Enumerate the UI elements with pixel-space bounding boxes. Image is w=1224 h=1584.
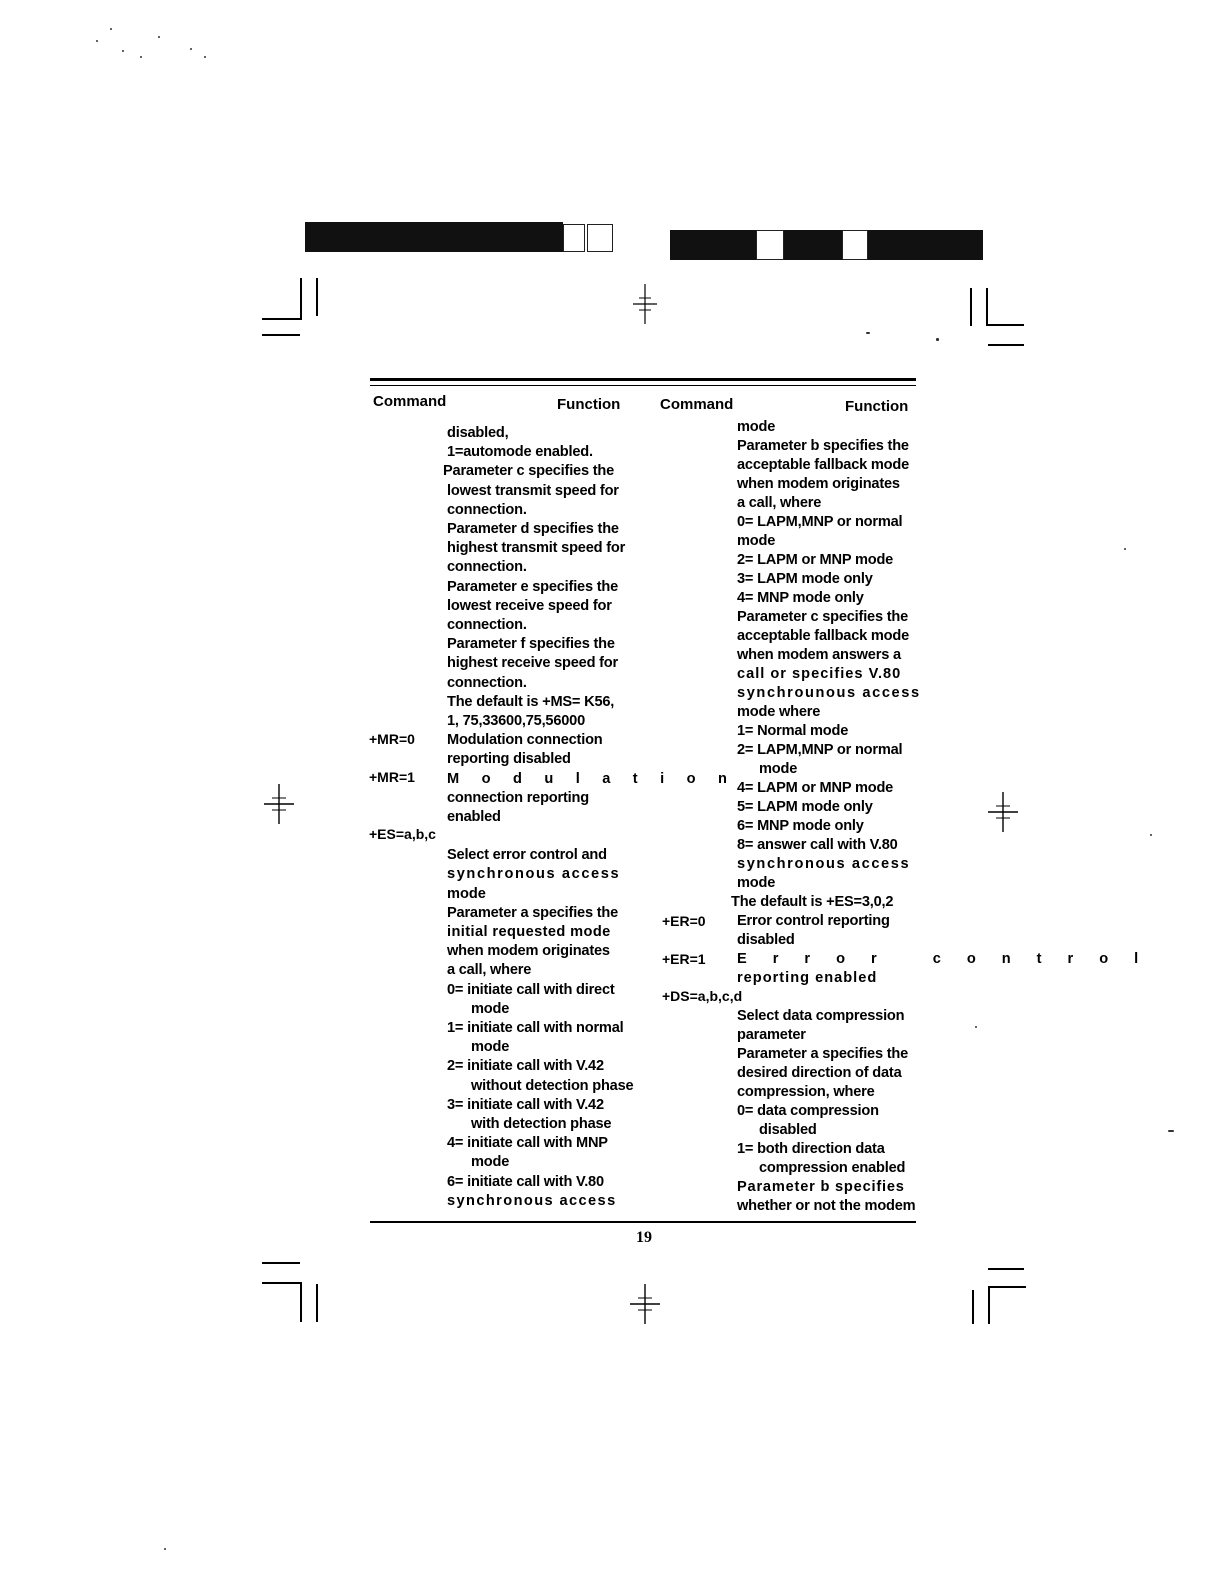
- bottom-rule: [370, 1221, 916, 1223]
- function-text-line: Modulation connection: [447, 732, 603, 749]
- function-text-line: synchronous access: [447, 866, 621, 883]
- function-text-line: M o d u l a t i o n: [447, 770, 737, 787]
- function-text-line: synchronous access: [737, 856, 911, 872]
- scan-speck: [866, 332, 870, 334]
- function-text-line: Parameter a specifies the: [737, 1046, 909, 1062]
- function-text-line: 1= both direction data: [737, 1141, 885, 1157]
- function-text-line: lowest transmit speed for: [447, 482, 619, 499]
- function-text-line: 3= initiate call with V.42: [447, 1096, 604, 1113]
- function-text-line: 4= initiate call with MNP: [447, 1135, 608, 1152]
- function-text-line: Parameter a specifies the: [447, 904, 619, 921]
- function-text-line: when modem originates: [447, 943, 610, 960]
- function-text-line: 6= initiate call with V.80: [447, 1173, 604, 1190]
- left-function-header: Function: [557, 396, 621, 413]
- scan-speck: [158, 36, 160, 38]
- function-text-line: 0= initiate call with direct: [447, 981, 615, 998]
- function-text-line: a call, where: [447, 962, 532, 979]
- function-text-line: 2= LAPM,MNP or normal: [737, 742, 903, 758]
- function-text-line: Parameter b specifies the: [737, 438, 909, 454]
- function-text-line: Error control: [737, 951, 1165, 967]
- function-text-line: 5= LAPM mode only: [737, 799, 873, 815]
- scan-speck: [1168, 1130, 1174, 1132]
- function-text-line: synchronous access: [447, 1192, 617, 1209]
- command-label: +ES=a,b,c: [369, 826, 436, 842]
- function-text-line: Parameter d specifies the: [447, 521, 619, 537]
- function-text-line: a call, where: [737, 495, 822, 511]
- function-text-line: The default is +ES=3,0,2: [731, 894, 894, 910]
- scan-speck: [936, 338, 939, 341]
- function-text-line: 8= answer call with V.80: [737, 837, 898, 853]
- function-text-line: Parameter c specifies the: [443, 463, 615, 480]
- function-text-line: lowest receive speed for: [447, 597, 612, 614]
- function-text-line: disabled: [759, 1122, 817, 1138]
- function-text-line: desired direction of data: [737, 1065, 902, 1081]
- scan-speck: [1124, 548, 1126, 550]
- function-text-line: 1= initiate call with normal: [447, 1020, 624, 1036]
- function-text-line: compression, where: [737, 1084, 875, 1100]
- function-text-line: connection.: [447, 559, 527, 576]
- function-text-line: 1= Normal mode: [737, 723, 849, 739]
- function-text-line: acceptable fallback mode: [737, 457, 910, 473]
- function-text-line: 0= data compression: [737, 1103, 879, 1119]
- function-text-line: highest receive speed for: [447, 655, 619, 672]
- command-label: +DS=a,b,c,d: [662, 988, 743, 1004]
- scan-speck: [1150, 834, 1152, 836]
- function-text-line: Select data compression: [737, 1008, 905, 1024]
- function-text-line: connection.: [447, 617, 527, 633]
- command-label: +MR=1: [369, 769, 415, 785]
- function-text-line: The default is +MS= K56,: [447, 693, 615, 710]
- page-number: 19: [636, 1229, 652, 1246]
- function-text-line: connection.: [447, 674, 527, 691]
- function-text-line: synchrounous access: [737, 685, 921, 701]
- function-text-line: when modem answers a: [737, 647, 901, 663]
- function-text-line: Parameter b specifies: [737, 1179, 905, 1195]
- scan-speck: [140, 56, 142, 58]
- function-text-line: reporting enabled: [737, 970, 878, 986]
- function-text-line: Select error control and: [447, 847, 607, 864]
- scan-speck: [190, 48, 192, 50]
- top-rule-thin: [370, 385, 916, 386]
- registration-target-icon: [264, 784, 294, 824]
- function-text-line: mode: [737, 533, 776, 549]
- function-text-line: acceptable fallback mode: [737, 628, 910, 644]
- function-text-line: mode: [737, 419, 776, 435]
- scan-speck: [204, 56, 206, 58]
- registration-target-icon: [630, 1284, 660, 1324]
- command-label: +ER=0: [662, 913, 706, 929]
- function-text-line: mode: [759, 761, 798, 777]
- function-text-line: mode where: [737, 704, 821, 720]
- function-text-line: 1=automode enabled.: [447, 444, 593, 461]
- function-text-line: highest transmit speed for: [447, 540, 626, 557]
- scan-speck: [975, 1026, 977, 1028]
- right-function-header: Function: [845, 398, 909, 415]
- scan-speck: [110, 28, 112, 30]
- function-text-line: 2= initiate call with V.42: [447, 1058, 604, 1075]
- scan-speck: [96, 40, 98, 42]
- function-text-line: disabled,: [447, 425, 509, 441]
- registration-target-icon: [988, 792, 1018, 832]
- function-text-line: reporting disabled: [447, 751, 571, 768]
- function-text-line: mode: [447, 885, 486, 902]
- function-text-line: 4= MNP mode only: [737, 590, 864, 606]
- function-text-line: Error control reporting: [737, 913, 890, 929]
- registration-target-icon: [630, 284, 660, 324]
- function-text-line: disabled: [737, 932, 795, 948]
- function-text-line: mode: [471, 1000, 510, 1017]
- top-rule-thick: [370, 378, 916, 381]
- scan-speck: [164, 1548, 166, 1550]
- function-text-line: Parameter f specifies the: [447, 636, 615, 653]
- function-text-line: when modem originates: [737, 476, 900, 492]
- function-text-line: whether or not the modem: [737, 1198, 916, 1214]
- function-text-line: 2= LAPM or MNP mode: [737, 552, 894, 568]
- function-text-line: compression enabled: [759, 1160, 906, 1176]
- function-text-line: mode: [471, 1039, 510, 1056]
- function-text-line: without detection phase: [471, 1077, 634, 1094]
- function-text-line: parameter: [737, 1027, 806, 1043]
- function-text-line: 4= LAPM or MNP mode: [737, 780, 894, 796]
- function-text-line: with detection phase: [471, 1116, 612, 1132]
- function-text-line: Parameter c specifies the: [737, 609, 909, 625]
- function-text-line: call or specifies V.80: [737, 666, 902, 682]
- command-label: +MR=0: [369, 731, 415, 747]
- left-command-header: Command: [373, 393, 447, 410]
- function-text-line: 1, 75,33600,75,56000: [447, 713, 586, 729]
- function-text-line: connection reporting: [447, 789, 589, 806]
- command-label: +ER=1: [662, 951, 706, 967]
- function-text-line: 0= LAPM,MNP or normal: [737, 514, 903, 530]
- function-text-line: 3= LAPM mode only: [737, 571, 873, 587]
- function-text-line: mode: [737, 875, 776, 891]
- function-text-line: enabled: [447, 809, 501, 825]
- scan-speck: [122, 50, 124, 52]
- function-text-line: mode: [471, 1154, 510, 1171]
- function-text-line: Parameter e specifies the: [447, 578, 619, 595]
- function-text-line: 6= MNP mode only: [737, 818, 864, 834]
- function-text-line: initial requested mode: [447, 924, 611, 940]
- right-command-header: Command: [660, 396, 734, 413]
- function-text-line: connection.: [447, 501, 527, 518]
